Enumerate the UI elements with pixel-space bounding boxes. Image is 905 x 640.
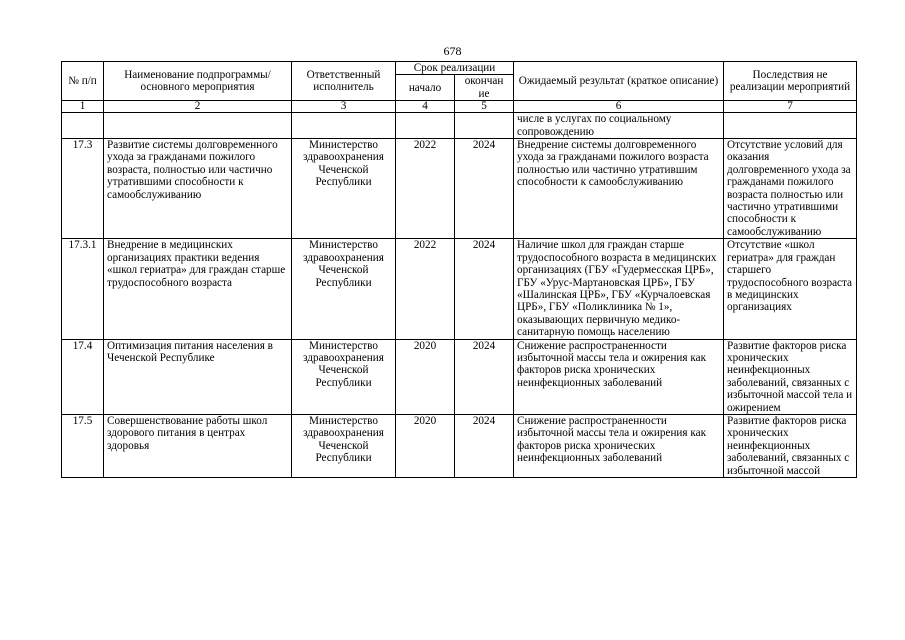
row-result: Снижение распространенности избыточной массы тела и ожирения как факторов риска хронических неинфекционных заболеваний [514, 414, 724, 477]
row-num: 17.4 [62, 339, 104, 414]
table-row [62, 339, 857, 414]
row-name: Внедрение в медицинских организациях практики ведения «школ гериатра» для граждан старше трудоспособного возраста [104, 239, 292, 339]
continuation-result: числе в услугах по социальному сопровождению [514, 113, 724, 139]
row-num: 17.5 [62, 414, 104, 477]
row-num: 17.3.1 [62, 239, 104, 339]
table-row [62, 414, 857, 477]
row-end: 2024 [455, 239, 514, 339]
row-result: Внедрение системы долговременного ухода за гражданами пожилого возраста полностью или частично утратившим способности к самообслуживанию [514, 139, 724, 239]
col-number: 3 [292, 101, 396, 113]
row-responsible: Министерство здравоохранения Чеченской Республики [292, 239, 396, 339]
row-result: Снижение распространенности избыточной массы тела и ожирения как факторов риска хронических неинфекционных заболеваний [514, 339, 724, 414]
header-period: Срок реализации [396, 62, 514, 75]
header-start: начало [396, 75, 455, 101]
row-name: Совершенствование работы школ здорового питания в центрах здоровья [104, 414, 292, 477]
col-number: 4 [396, 101, 455, 113]
col-number: 6 [514, 101, 724, 113]
header-consequences: Последствия не реализации мероприятий [724, 62, 857, 101]
row-responsible: Министерство здравоохранения Чеченской Республики [292, 414, 396, 477]
row-consequences: Развитие факторов риска хронических неинфекционных заболеваний, связанных с избыточной массой тела и ожирением [724, 339, 857, 414]
row-end: 2024 [455, 414, 514, 477]
row-start: 2020 [396, 339, 455, 414]
row-end: 2024 [455, 139, 514, 239]
row-name: Развитие системы долговременного ухода за гражданами пожилого возраста, полностью или частично утратившими способности к самообслуживанию [104, 139, 292, 239]
col-number: 5 [455, 101, 514, 113]
header-end: окончан ие [455, 75, 514, 101]
row-consequences: Отсутствие «школ гериатра» для граждан старшего трудоспособного возраста в медицинских организациях [724, 239, 857, 339]
row-end: 2024 [455, 339, 514, 414]
table-row [62, 239, 857, 339]
col-number: 2 [104, 101, 292, 113]
row-responsible: Министерство здравоохранения Чеченской Республики [292, 339, 396, 414]
row-consequences: Отсутствие условий для оказания долговременного ухода за гражданами пожилого возраста полностью или частично утратившими способности к самообслуживанию [724, 139, 857, 239]
row-result: Наличие школ для граждан старше трудоспособного возраста в медицинских организациях (ГБУ «Гудермесская ЦРБ», ГБУ «Урус-Мартановская ЦРБ», ГБУ «Шалинская ЦРБ», ГБУ «Курчалоевская ЦРБ», ГБУ «Поликлиника № 1», оказывающих первичную медико-санитарную помощь населению [514, 239, 724, 339]
header-num: № п/п [62, 62, 104, 101]
row-start: 2022 [396, 239, 455, 339]
row-start: 2022 [396, 139, 455, 239]
continuation-row [62, 113, 857, 139]
page-number: 678 [443, 44, 462, 58]
header-name: Наименование подпрограммы/ основного мероприятия [104, 62, 292, 101]
row-num: 17.3 [62, 139, 104, 239]
column-number-row [62, 101, 857, 113]
header-responsible: Ответственный исполнитель [292, 62, 396, 101]
col-number: 1 [62, 101, 104, 113]
table-row [62, 139, 857, 239]
header-row-1 [62, 62, 857, 75]
row-name: Оптимизация питания населения в Чеченской Республике [104, 339, 292, 414]
row-start: 2020 [396, 414, 455, 477]
col-number: 7 [724, 101, 857, 113]
header-result: Ожидаемый результат (краткое описание) [514, 62, 724, 101]
row-consequences: Развитие факторов риска хронических неинфекционных заболеваний, связанных с избыточной массой [724, 414, 857, 477]
row-responsible: Министерство здравоохранения Чеченской Республики [292, 139, 396, 239]
measures-table [61, 61, 857, 478]
